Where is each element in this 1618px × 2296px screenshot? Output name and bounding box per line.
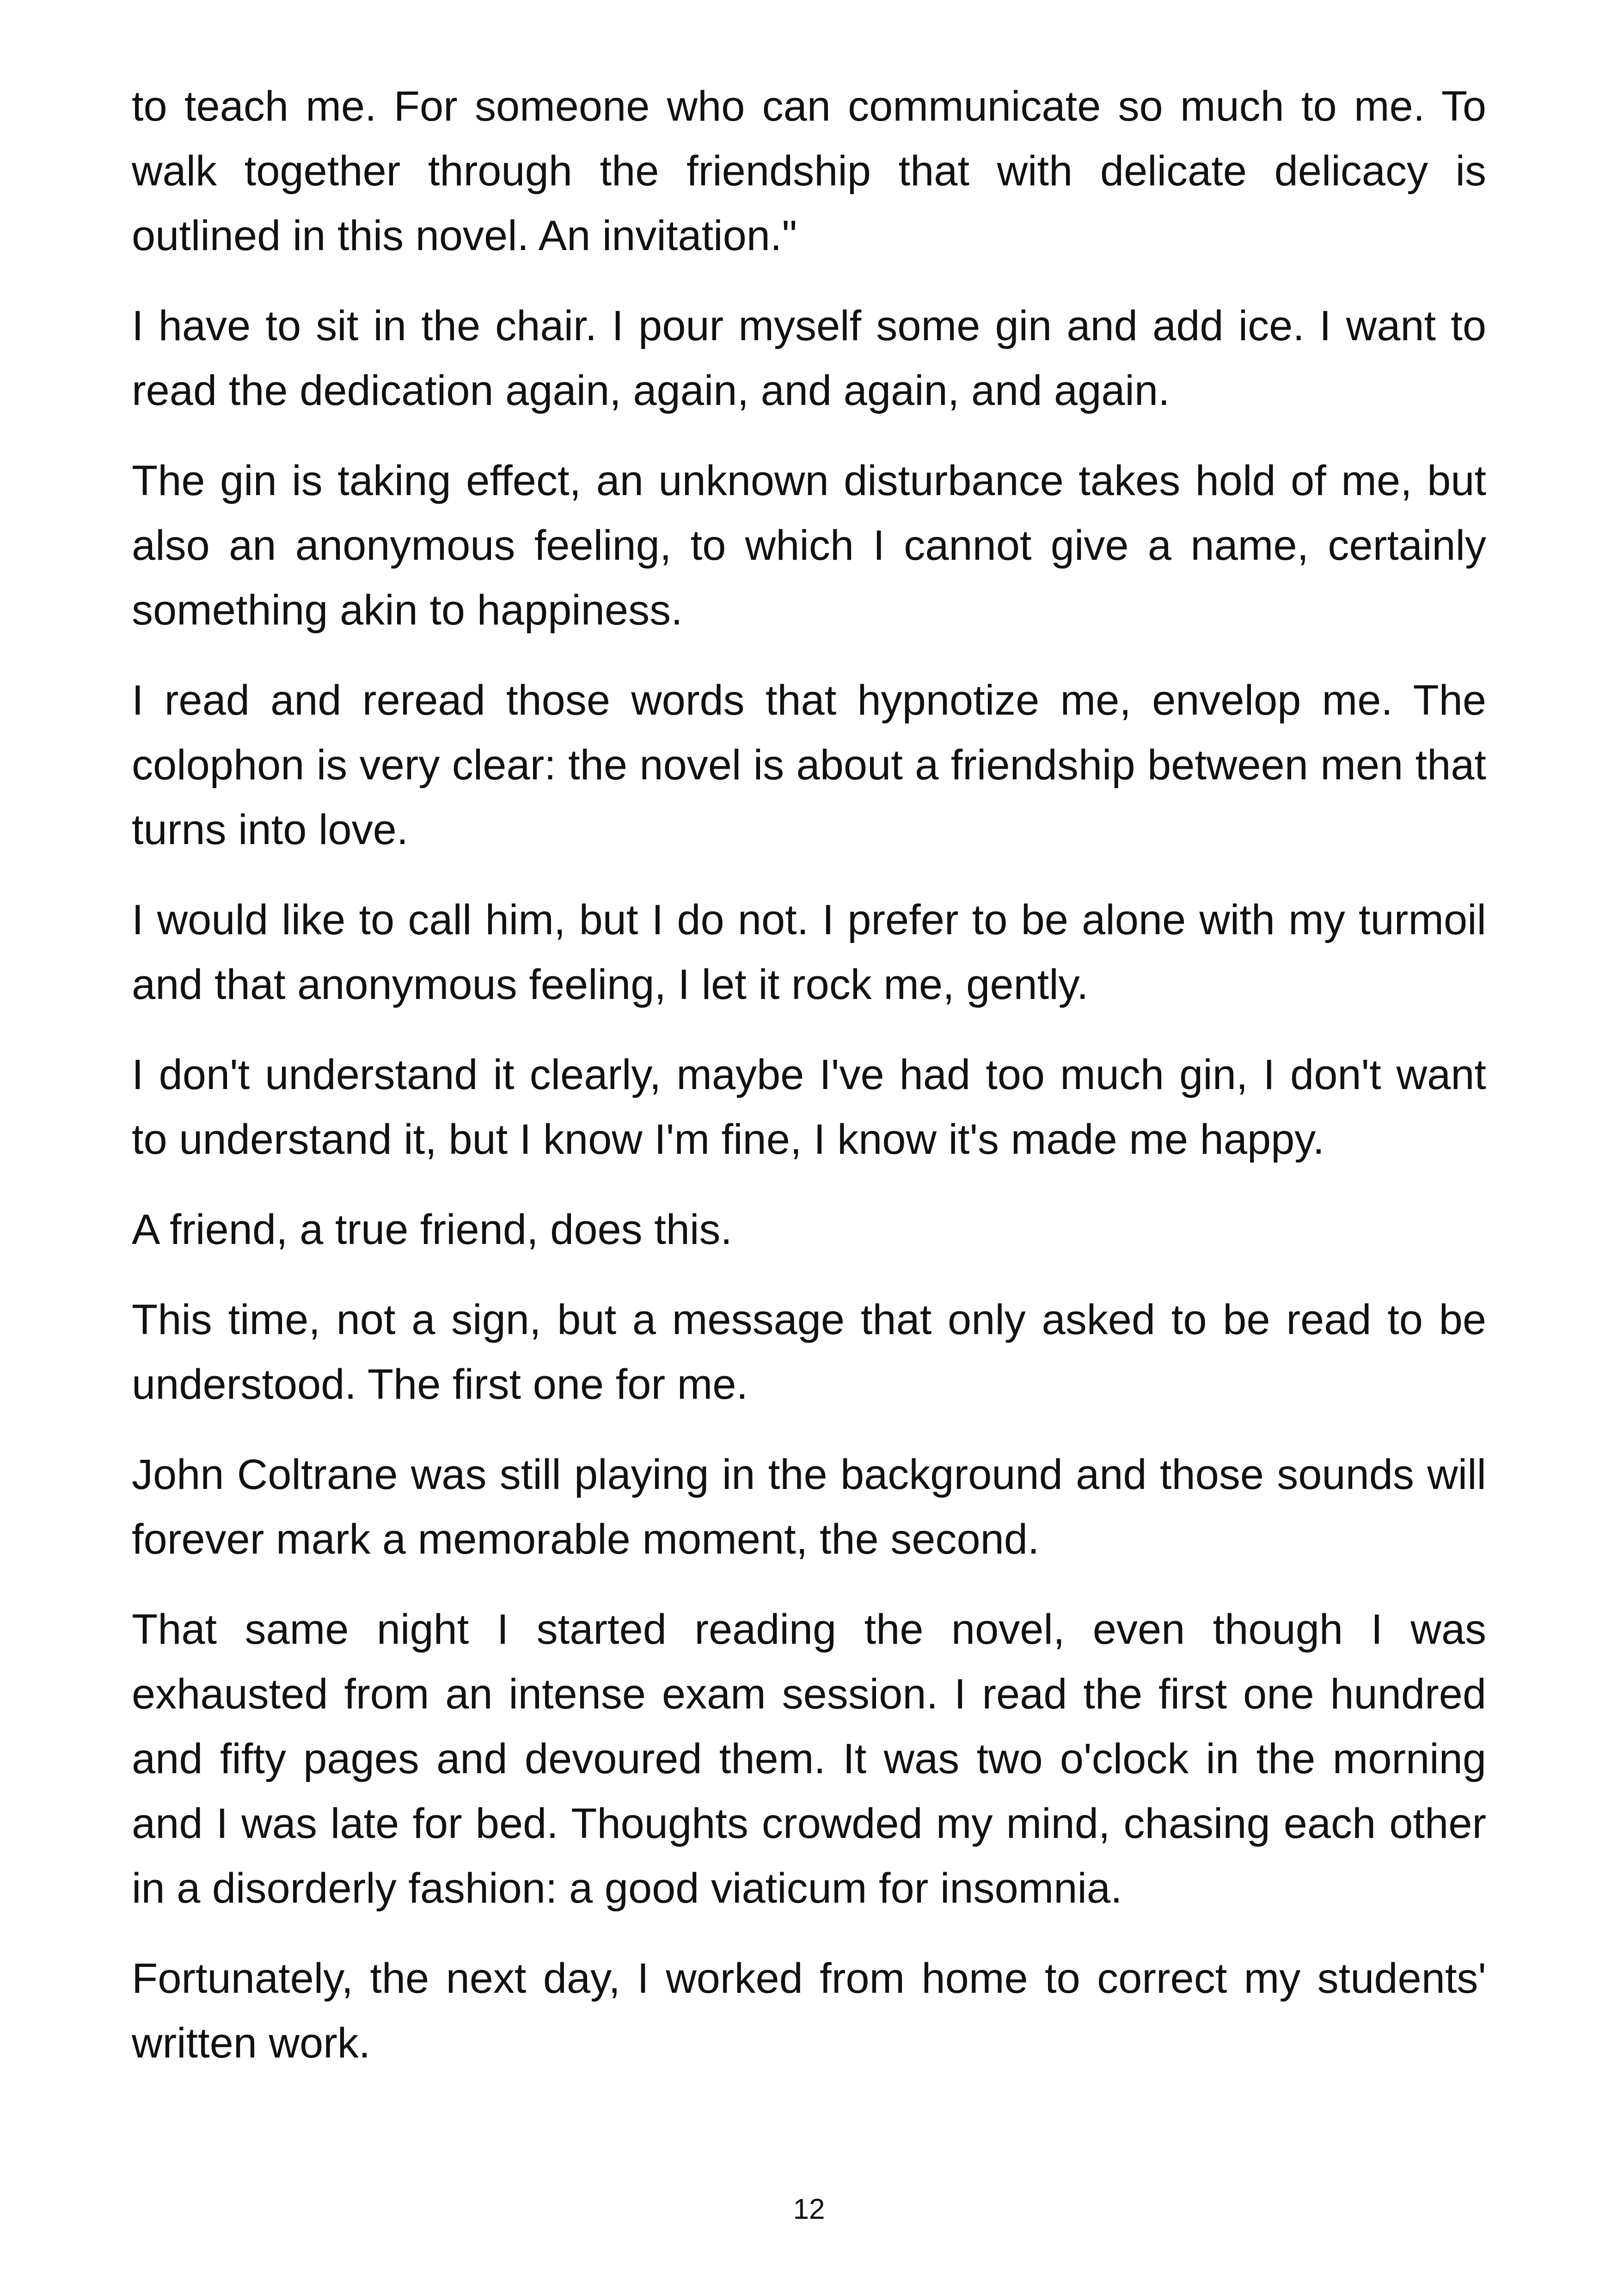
paragraph: A friend, a true friend, does this. — [132, 1206, 732, 1253]
paragraph: This time, not a sign, but a message that only asked to be read to be understood. The first one for me. — [132, 1296, 1486, 1408]
paragraph: The gin is taking effect, an unknown disturbance takes hold of me, but also an anonymous feeling, to which I cannot give a name, certainly something akin to happiness. — [132, 457, 1486, 634]
paragraph: I read and reread those words that hypnotize me, envelop me. The colophon is very clear: the novel is about a friendship between men that turns into love. — [132, 677, 1486, 853]
page-number: 12 — [793, 2193, 825, 2225]
paragraph: to teach me. For someone who can communicate so much to me. To walk together through the friendship that with delicate delicacy is outlined in this novel. An invitation." — [132, 83, 1486, 259]
paragraph: I don't understand it clearly, maybe I've had too much gin, I don't want to understand it, but I know I'm fine, I know it's made me happy. — [132, 1051, 1486, 1163]
document-page — [132, 74, 1486, 2200]
paragraph: Fortunately, the next day, I worked from home to correct my students' written work. — [132, 1955, 1486, 2067]
paragraph: I would like to call him, but I do not. I prefer to be alone with my turmoil and that anonymous feeling, I let it rock me, gently. — [132, 896, 1486, 1008]
paragraph: John Coltrane was still playing in the background and those sounds will forever mark a memorable moment, the second. — [132, 1451, 1486, 1563]
paragraph: I have to sit in the chair. I pour myself some gin and add ice. I want to read the dedication again, again, and again, and again. — [132, 302, 1486, 414]
paragraph: That same night I started reading the novel, even though I was exhausted from an intense exam session. I read the first one hundred and fifty pages and devoured them. It was two o'clock in the morning and I was late for bed. Thoughts crowded my mind, chasing each other in a disorderly fashion: a good viaticum for insomnia. — [132, 1606, 1486, 1912]
